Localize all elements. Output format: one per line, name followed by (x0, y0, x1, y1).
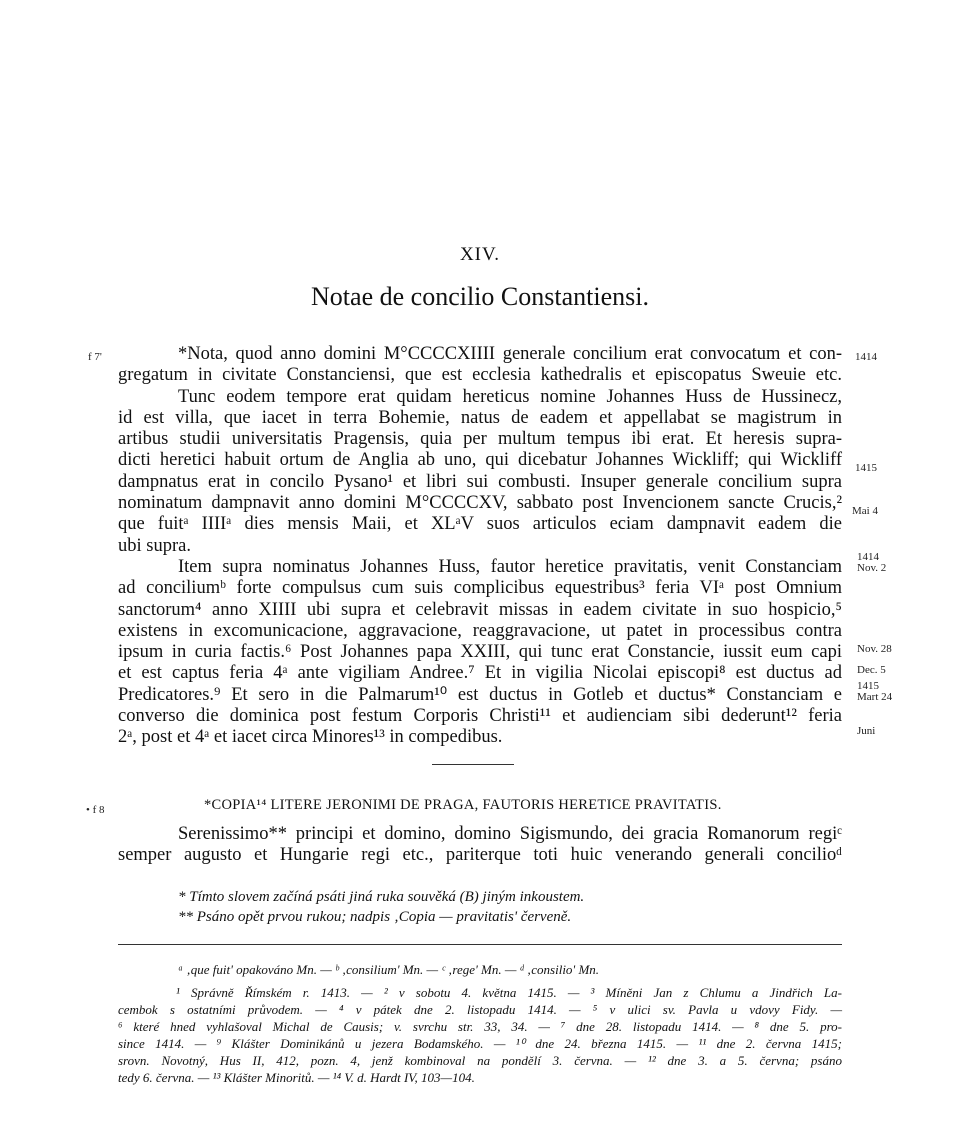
margin-mai-4: Mai 4 (852, 505, 878, 517)
footnotes (118, 984, 842, 1086)
margin-nov-2: Nov. 2 (857, 562, 887, 574)
text-line: gregatum in civitate Constanciensi, que est ecclesia kathedralis et episcopatus Sweuie etc. (118, 365, 842, 386)
footnote-line: srovn. Novotný, Hus II, 412, pozn. 4, jenž kombinoval na pondělí 3. června. — ¹² dne 3. a 5. června; psáno (118, 1053, 842, 1068)
text-line: ipsum in curia factis.⁶ Post Johannes papa XXIII, qui tunc erat Constancie, iussit eum capi (118, 642, 842, 663)
asterisk-note: * Tímto slovem začíná psáti jiná ruka souvěká (B) jiným inkoustem. (178, 889, 585, 905)
footnote-line: tedy 6. června. — ¹³ Klášter Minoritů. — ¹⁴ V. d. Hardt IV, 103—104. (118, 1070, 475, 1085)
text-line: artibus studii universitatis Pragensis, quia per multum tempus ibi erat. Et heresis supra- (118, 429, 842, 450)
margin-year-1415b: 1415 (857, 680, 879, 692)
text-line: nominatum dampnavit anno domini M°CCCCXV, sabbato post Invencionem sancte Crucis,² (118, 493, 842, 514)
text-line: Predicatores.⁹ Et sero in die Palmarum¹⁰ est ductus in Gotleb et ductus* Constanciam e (118, 684, 842, 705)
section-divider (432, 764, 514, 765)
text-line: Item supra nominatus Johannes Huss, fautor heretice pravitatis, venit Constanciam (178, 556, 842, 577)
text-line: id est villa, que iacet in terra Bohemie, natus de eadem et appellabat se magistrum in (118, 407, 842, 428)
footnote-rule (118, 944, 842, 945)
text-line: sanctorum⁴ anno XIIII ubi supra et celebravit missas in eadem civitate in suo hospicio,⁵ (118, 599, 842, 620)
margin-year-1414: 1414 (855, 351, 877, 363)
text-line: *Nota, quod anno domini M°CCCCXIIII generale concilium erat convocatum et con- (178, 344, 842, 364)
margin-folio-18: • f 8 (86, 804, 105, 816)
text-line: que fuitᵃ IIIIᵃ dies mensis Maii, et XLᵃV suos articulos eciam dampnavit eadem die (118, 514, 842, 535)
text-line: ad conciliumᵇ forte compulsus cum suis complicibus equestribus³ feria VIᵃ post Omnium (118, 578, 842, 599)
asterisk-note: ** Psáno opět prvou rukou; nadpis ‚Copia — pravitatis' červeně. (178, 909, 572, 925)
page-title: Notae de concilio Constantiensi. (311, 282, 649, 311)
copia-text (118, 824, 842, 867)
footnote-line: cembok s ostatními průvodem. — ⁴ v pátek dne 2. listopadu 1414. — ⁵ v ulici sv. Pavla u vdovy Fidy. — (118, 1002, 842, 1017)
letter-footnotes: ᵃ ‚que fuit' opakováno Mn. — ᵇ ‚consilium' Mn. — ᶜ ‚rege' Mn. — ᵈ ‚consilio' Mn. (178, 962, 600, 977)
text-line: converso die dominica post festum Corporis Christi¹¹ et audienciam sibi dederunt¹² feria (118, 706, 842, 727)
footnote-line: since 1414. — ⁹ Klášter Dominikánů u jezera Bodamského. — ¹⁰ dne 24. března 1415. — ¹¹ dne 2. června 1415; (118, 1036, 842, 1051)
text-line: existens in excomunicacione, aggravacione, reaggravacione, ut patet in processibus contra (118, 620, 842, 641)
footnote-line: ¹ Správně Římském r. 1413. — ² v sobotu 4. května 1415. — ³ Míněni Jan z Chlumu a Jindřich La- (176, 985, 842, 1000)
text-line: ubi supra. (118, 535, 191, 556)
margin-mart-24: Mart 24 (857, 691, 893, 703)
margin-year-1414b: 1414 (857, 551, 879, 563)
margin-juni: Juni (857, 725, 876, 737)
text-line: 2ᵃ, post et 4ᵃ et iacet circa Minores¹³ in compedibus. (118, 727, 503, 748)
text-line: Tunc eodem tempore erat quidam hereticus nomine Johannes Huss de Hussinecz, (178, 386, 842, 407)
copia-heading: *COPIA¹⁴ LITERE JERONIMI DE PRAGA, FAUTORIS HERETICE PRAVITATIS. (204, 797, 722, 813)
margin-nov-28: Nov. 28 (857, 643, 892, 655)
text-line: dampnatus erat in concilo Pysano¹ et libri sui combusti. Insuper generale concilium supra (118, 471, 842, 492)
main-text (118, 344, 842, 749)
text-line: et est captus feria 4ᵃ ante vigiliam Andree.⁷ Et in vigilia Nicolai episcopi⁸ est ductus ad (118, 663, 842, 684)
text-line: Serenissimo** principi et domino, domino Sigismundo, dei gracia Romanorum regiᶜ (178, 824, 842, 844)
margin-year-1415: 1415 (855, 462, 877, 474)
margin-folio-17: f 7' (88, 351, 102, 363)
section-number: XIV. (459, 244, 501, 265)
text-line: dicti heretici habuit ortum de Anglia ab uno, qui dicebatur Johannes Wickliff; qui Wickliff (118, 450, 842, 471)
footnote-line: ⁶ které hned vyhlašoval Michal de Causis; v. svrchu str. 33, 34. — ⁷ dne 28. listopadu 1414. — ⁸ dne 5. pro- (118, 1019, 842, 1034)
text-line: semper augusto et Hungarie regi etc., pariterque toti huic venerando generali concilioᵈ (118, 845, 842, 866)
asterisk-notes (178, 887, 584, 927)
margin-dec-5: Dec. 5 (857, 664, 886, 676)
